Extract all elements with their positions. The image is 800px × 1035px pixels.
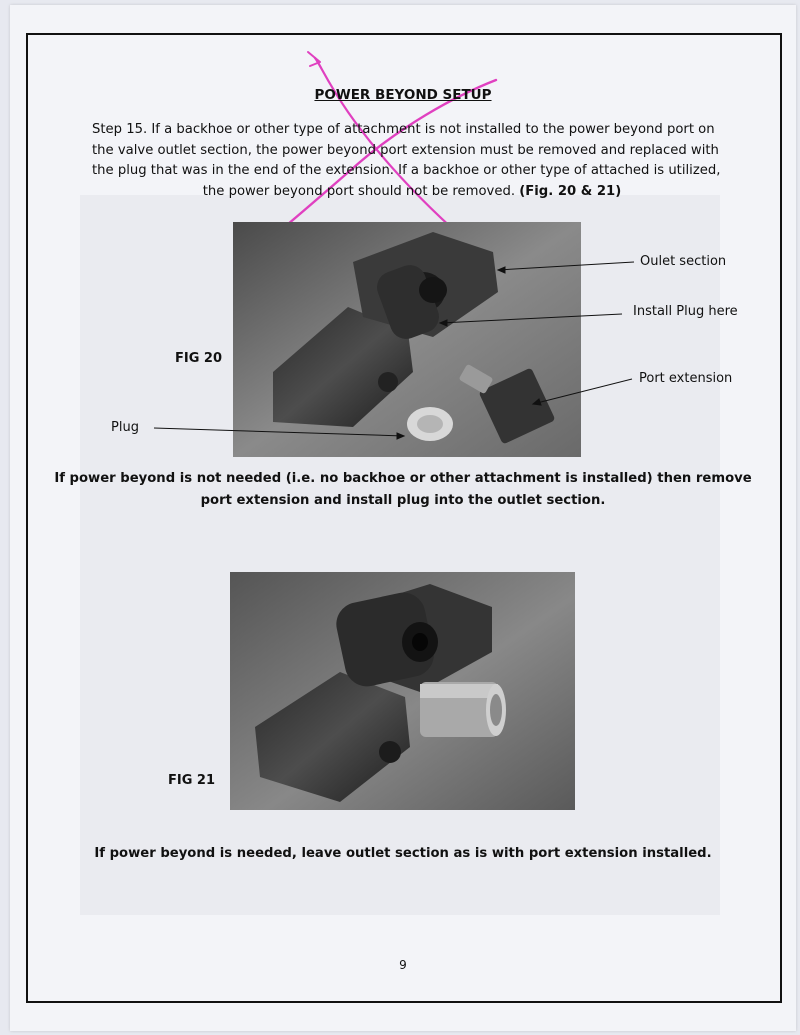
- fig20-label: FIG 20: [175, 351, 223, 366]
- page-number: 9: [399, 958, 407, 972]
- document-page: [10, 5, 796, 1031]
- callout-port-extension: Port extension: [639, 371, 733, 386]
- figure-reference: (Fig. 20 & 21): [519, 183, 622, 199]
- callout-leader-lines: [10, 5, 796, 1031]
- callout-install-plug: Install Plug here: [633, 304, 738, 319]
- fig21-photo: [230, 572, 575, 810]
- note-power-beyond-not-needed: [10, 468, 796, 512]
- fig21-label: FIG 21: [168, 773, 216, 788]
- note1-line2: port extension and install plug into the outlet section.: [200, 493, 606, 508]
- note1-line1: If power beyond is not needed (i.e. no backhoe or other attachment is installed) then remove: [54, 471, 752, 486]
- callout-plug: Plug: [111, 420, 139, 435]
- page-title: POWER BEYOND SETUP: [314, 87, 492, 103]
- note-power-beyond-needed: If power beyond is needed, leave outlet section as is with port extension installed.: [94, 846, 712, 861]
- callout-outlet-section: Oulet section: [640, 254, 727, 269]
- step-15-body: Step 15. If a backhoe or other type of attachment is not installed to the power beyond port on the valve outlet section, the power beyond port extension must be removed and replaced with the plug that was in the end of the extension. If a backhoe or other type of attached is utilized,: [92, 122, 721, 178]
- step-15-tail: the power beyond port should not be removed.: [202, 183, 516, 199]
